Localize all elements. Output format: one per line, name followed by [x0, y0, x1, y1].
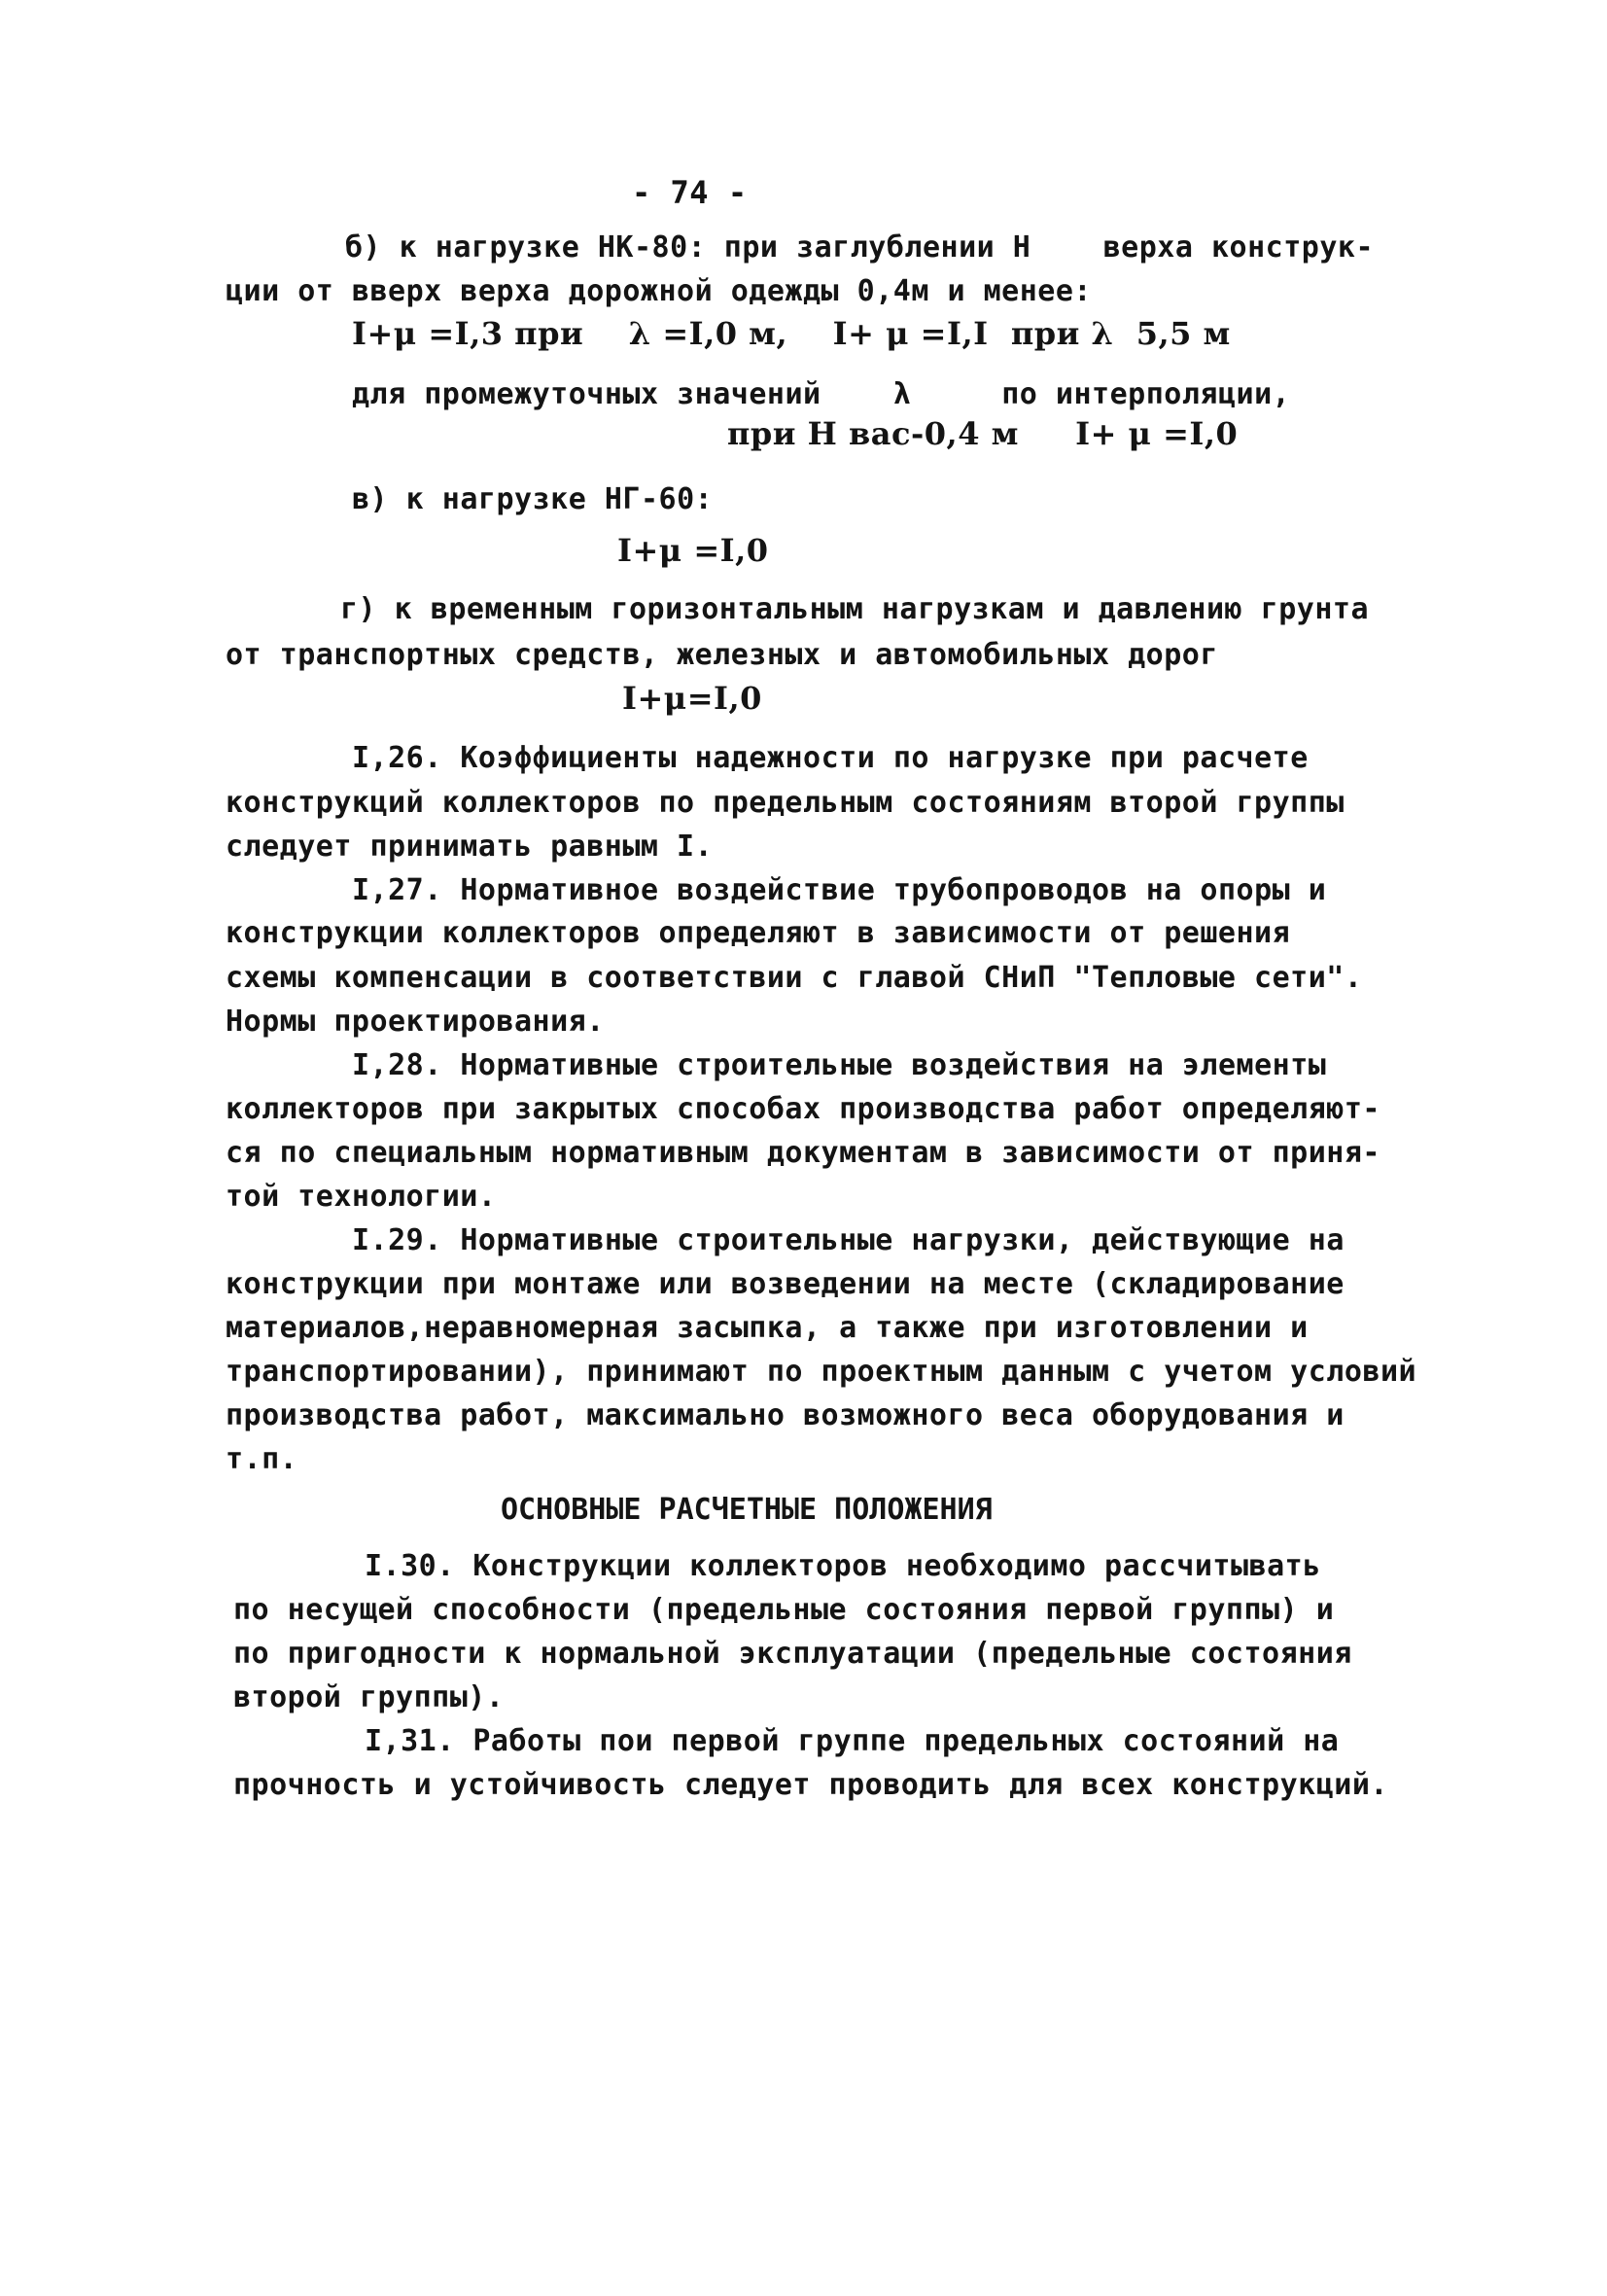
text-line: прочность и устойчивость следует проводить для всех конструкций.	[233, 1768, 1388, 1802]
text-line: от транспортных средств, железных и автомобильных дорог	[226, 638, 1218, 672]
clause-1-31: I,31. Работы пои первой группе предельных состояний на	[365, 1724, 1340, 1758]
clause-1-28: I,28. Нормативные строительные воздействия на элементы	[352, 1048, 1327, 1082]
text-line: т.п.	[226, 1442, 298, 1476]
formula-line: I+μ =I,3 при λ =I,0 м, I+ μ =I,I при λ 5,5 м	[352, 315, 1231, 352]
text-line: той технологии.	[226, 1180, 497, 1214]
text-line: следует принимать равным I.	[226, 830, 714, 864]
text-line: ции от вверх верха дорожной одежды 0,4м и менее:	[226, 274, 1092, 308]
clause-1-27: I,27. Нормативное воздействие трубопроводов на опоры и	[352, 873, 1327, 907]
text-line: схемы компенсации в соответствии с главой СНиП "Тепловые сети".	[226, 961, 1363, 995]
text-line: по пригодности к нормальной эксплуатации (предельные состояния	[233, 1637, 1352, 1671]
text-line: транспортировании), принимают по проектным данным с учетом условий	[226, 1355, 1417, 1389]
formula-line: I+μ =I,0	[617, 532, 769, 569]
text-line: б) к нагрузке НК-80: при заглублении Н верха конструк-	[345, 230, 1375, 265]
text-line: материалов,неравномерная засыпка, а также при изготовлении и	[226, 1311, 1309, 1345]
formula-line: при Н вас-0,4 м I+ μ =I,0	[727, 415, 1239, 452]
text-line: г) к временным горизонтальным нагрузкам и давлению грунта	[340, 592, 1370, 626]
clause-1-29: I.29. Нормативные строительные нагрузки, действующие на	[352, 1223, 1345, 1257]
text-line: производства работ, максимально возможного веса оборудования и	[226, 1398, 1345, 1432]
text-line: конструкции при монтаже или возведении на месте (складирование	[226, 1267, 1345, 1301]
text-line: коллекторов при закрытых способах производства работ определяют-	[226, 1092, 1380, 1126]
clause-1-26: I,26. Коэффициенты надежности по нагрузке при расчете	[352, 741, 1309, 775]
section-heading: ОСНОВНЫЕ РАСЧЕТНЫЕ ПОЛОЖЕНИЯ	[501, 1493, 993, 1527]
text-line: по несущей способности (предельные состояния первой группы) и	[233, 1593, 1335, 1627]
page-number: - 74 -	[632, 174, 748, 211]
text-line: для промежуточных значений λ по интерполяции,	[352, 377, 1291, 411]
text-line: в) к нагрузке НГ-60:	[352, 482, 714, 516]
text-line: конструкций коллекторов по предельным состояниям второй группы	[226, 786, 1345, 820]
text-line: Нормы проектирования.	[226, 1005, 605, 1039]
formula-line: I+μ=I,0	[622, 680, 762, 717]
text-line: второй группы).	[233, 1680, 505, 1714]
text-line: ся по специальным нормативным документам в зависимости от приня-	[226, 1136, 1380, 1170]
clause-1-30: I.30. Конструкции коллекторов необходимо рассчитывать	[365, 1549, 1321, 1583]
text-line: конструкции коллекторов определяют в зависимости от решения	[226, 916, 1291, 950]
